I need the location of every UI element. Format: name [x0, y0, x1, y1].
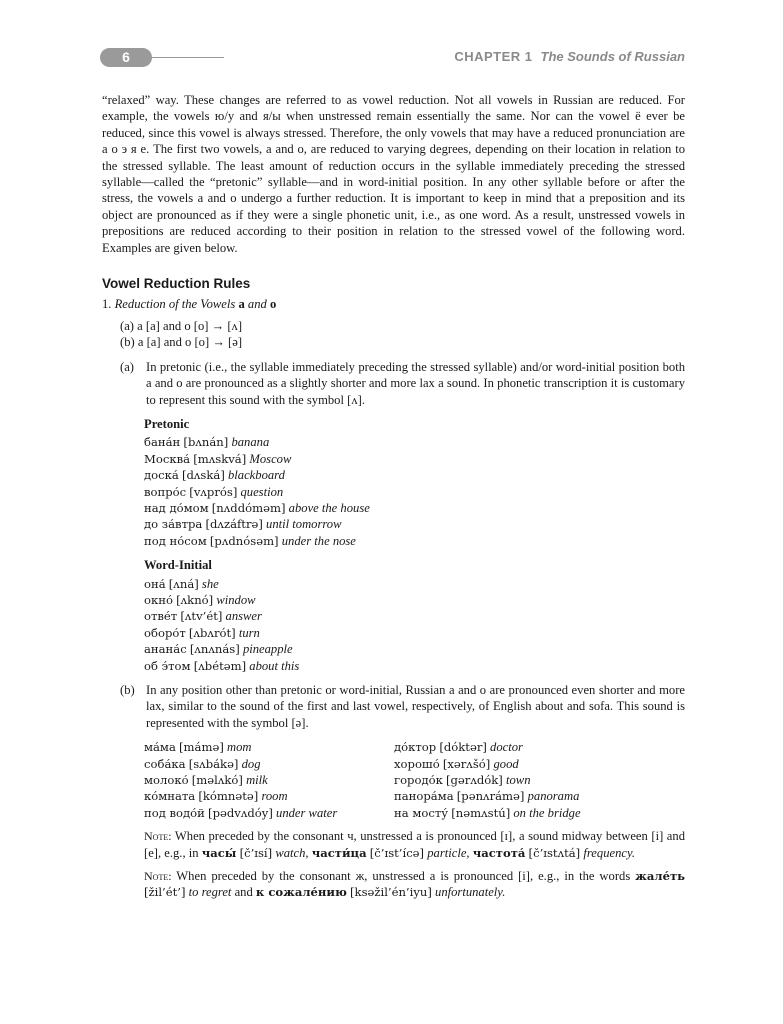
example-row	[144, 434, 685, 450]
example-word: Москва́	[144, 451, 191, 466]
item-title-d: о	[269, 297, 277, 312]
word-initial-examples	[144, 576, 685, 674]
note-text: When preceded by the consonant ж, unstressed а is pronounced [i], e.g., in the words	[176, 869, 631, 884]
example-row	[144, 739, 394, 755]
example-row	[144, 592, 685, 608]
example-word: окно́	[144, 592, 173, 607]
example-transcription: [ʌknó]	[176, 592, 214, 607]
reduced-examples	[144, 739, 685, 821]
running-header	[100, 48, 685, 68]
paragraph-b-label: (b)	[120, 683, 135, 697]
note-transcription: [žil’ét’]	[144, 885, 186, 900]
note-gloss: to regret	[188, 885, 232, 900]
example-gloss: panorama	[527, 789, 580, 804]
example-word: анана́с	[144, 642, 187, 657]
rule-label: (b)	[120, 335, 135, 350]
example-gloss: good	[493, 756, 519, 771]
item-title-b: а	[238, 297, 245, 312]
example-word: под но́сом	[144, 533, 207, 548]
section-title: Vowel Reduction Rules	[102, 276, 251, 292]
example-word: бана́н	[144, 435, 181, 450]
example-word: панора́ма	[394, 789, 454, 804]
example-transcription: [ʌná]	[168, 576, 199, 591]
pretonic-examples	[144, 434, 685, 549]
example-transcription: [mámə]	[179, 740, 224, 755]
example-transcription: [sʌbákə]	[188, 756, 239, 771]
word-initial-heading: Word-Initial	[144, 558, 212, 573]
example-transcription: [xərʌšó]	[442, 756, 491, 771]
example-row	[394, 756, 644, 772]
example-transcription: [məlʌkó]	[191, 773, 243, 788]
example-row	[144, 658, 685, 674]
example-row	[144, 576, 685, 592]
note-zhe	[144, 868, 685, 901]
example-transcription: [pʌdnósəm]	[209, 533, 279, 548]
item-title-c: and	[247, 297, 267, 312]
chapter-label: CHAPTER 1	[454, 49, 533, 64]
example-gloss: mom	[227, 740, 252, 755]
example-row	[394, 739, 644, 755]
example-word: над до́мом	[144, 500, 209, 515]
note-gloss: frequency.	[583, 845, 636, 860]
example-row	[144, 500, 685, 516]
example-transcription: [dʌzáftrə]	[205, 517, 263, 532]
example-gloss: pineapple	[242, 642, 293, 657]
example-word: доска́	[144, 468, 179, 483]
note-word: частота́	[472, 845, 526, 860]
example-gloss: until tomorrow	[266, 517, 342, 532]
example-word: молоко́	[144, 773, 189, 788]
example-gloss: doctor	[490, 740, 523, 755]
example-gloss: room	[261, 789, 288, 804]
example-gloss: answer	[225, 609, 262, 624]
example-transcription: [pənʌrámə]	[456, 789, 525, 804]
example-word: хорошо́	[394, 756, 440, 771]
reduced-examples-right	[394, 739, 644, 821]
rule-a	[120, 318, 685, 334]
example-gloss: window	[216, 592, 256, 607]
example-transcription: [nəmʌstú]	[451, 805, 511, 820]
reduction-rules	[120, 318, 685, 351]
example-transcription: [pədvʌdóy]	[208, 805, 273, 820]
example-row	[144, 467, 685, 483]
rule-text: а [a] and о [o] → [ʌ]	[137, 318, 243, 333]
example-word: на мосту́	[394, 805, 449, 820]
page-content	[102, 92, 685, 901]
note-gloss: watch,	[275, 845, 309, 860]
note-label: Note:	[144, 869, 172, 884]
paragraph-a	[120, 359, 685, 408]
reduced-examples-left	[144, 739, 394, 821]
example-transcription: [ʌnʌnás]	[189, 642, 240, 657]
example-transcription: [ʌbétəm]	[193, 658, 247, 673]
example-word: под водо́й	[144, 805, 205, 820]
note-transcription: [č’ɪst’ícə]	[369, 845, 425, 860]
example-gloss: above the house	[288, 500, 370, 515]
pretonic-heading: Pretonic	[144, 416, 190, 431]
example-gloss: about this	[249, 658, 300, 673]
note-transcription: [č’ɪsí]	[239, 845, 273, 860]
header-rule	[152, 57, 224, 58]
example-word: до́ктор	[394, 740, 437, 755]
rule-label: (a)	[120, 318, 134, 333]
note-word: части́ца	[311, 845, 367, 860]
example-transcription: [dʌská]	[181, 468, 225, 483]
example-row	[394, 805, 644, 821]
example-gloss: under the nose	[281, 533, 356, 548]
page-number-badge: 6	[100, 48, 152, 67]
chapter-title: The Sounds of Russian	[540, 49, 685, 64]
example-transcription: [bʌnán]	[183, 435, 229, 450]
example-word: до за́втра	[144, 517, 203, 532]
example-transcription: [ʌbʌrót]	[188, 625, 236, 640]
note-label: Note:	[144, 829, 172, 844]
example-gloss: Moscow	[249, 451, 292, 466]
example-word: она́	[144, 576, 166, 591]
example-row	[144, 484, 685, 500]
example-gloss: she	[201, 576, 219, 591]
example-gloss: blackboard	[228, 468, 285, 483]
example-gloss: question	[240, 484, 284, 499]
note-word: часы́	[201, 845, 237, 860]
example-row	[144, 533, 685, 549]
note-gloss: particle,	[427, 845, 470, 860]
example-gloss: town	[506, 773, 531, 788]
intro-paragraph: “relaxed” way. These changes are referred to as vowel reduction. Not all vowels in Russian are reduced. For example, the vowels ю/у and я/ы when unstressed remain essentially the same. Nor can the vowel ё ever be reduced, since this vowel is always stressed. Therefore, the only vowels that may have a reduced pronunciation are а о э я е. The first two vowels, а and о, are reduced to varying degrees, depending on their location in relation to the stressed syllable. The least amount of reduction occurs in the syllable immediately preceding the stressed syllable—called the “pretonic” syllable—and in word-initial position. In any other syllable before or after the stress, the vowels а and о undergo a further reduction. It is important to keep in mind that a preposition and its object are pronounced as if they were a single phonetic unit, i.e., as one word. As a result, unstressed vowels in prepositions are reduced according to their position in relation to the stressed vowel of the following word. Examples are given below.	[102, 93, 685, 255]
example-row	[144, 451, 685, 467]
running-head	[454, 49, 685, 64]
example-word: вопро́с	[144, 484, 187, 499]
example-row	[144, 756, 394, 772]
example-row	[144, 805, 394, 821]
example-word: соба́ка	[144, 756, 186, 771]
example-row	[394, 772, 644, 788]
example-transcription: [gərʌdók]	[445, 773, 503, 788]
paragraph-b	[120, 682, 685, 731]
paragraph-a-text: In pretonic (i.e., the syllable immediately preceding the stressed syllable) and/or word-initial position both а and о are pronounced as a slightly shorter and more lax a sound. In phonetic transcription it is customary to represent this sound with the symbol [ʌ].	[146, 359, 685, 407]
example-gloss: banana	[231, 435, 270, 450]
example-gloss: under water	[276, 805, 338, 820]
example-gloss: turn	[238, 625, 260, 640]
example-transcription: [mʌskvá]	[193, 451, 247, 466]
item-title-a: Reduction of the Vowels	[114, 297, 236, 312]
paragraph-a-label: (a)	[120, 359, 134, 374]
example-word: городо́к	[394, 773, 443, 788]
example-transcription: [ʌtv’ét]	[180, 609, 223, 624]
example-transcription: [kómnətə]	[198, 789, 259, 804]
note-che	[144, 828, 685, 861]
item-heading	[102, 296, 685, 312]
example-row	[144, 772, 394, 788]
note-text: and	[234, 885, 253, 900]
note-gloss: unfortunately.	[435, 885, 506, 900]
example-word: отве́т	[144, 609, 178, 624]
note-word: к сожале́нию	[255, 885, 347, 900]
example-word: оборо́т	[144, 625, 186, 640]
rule-text: а [a] and о [o] → [ə]	[137, 335, 243, 350]
example-row	[144, 625, 685, 641]
example-row	[144, 788, 394, 804]
example-row	[394, 788, 644, 804]
example-row	[144, 516, 685, 532]
note-transcription: [č’ɪstʌtá]	[528, 845, 581, 860]
example-word: ко́мната	[144, 789, 196, 804]
example-transcription: [nʌddóməm]	[211, 500, 286, 515]
example-transcription: [dóktər]	[439, 740, 487, 755]
example-gloss: milk	[246, 773, 268, 788]
rule-b	[120, 334, 685, 350]
note-text: When preceded by the consonant ч, unstressed а is pronounced [ɪ], a sound midway between [i] and [e], e.g., in	[144, 829, 685, 860]
paragraph-b-text: In any position other than pretonic or word-initial, Russian а and о are pronounced even shorter and more lax, similar to the sound of the first and last vowel, respectively, of English about and sofa. This sound is represented with the symbol [ə].	[146, 683, 685, 730]
item-number: 1.	[102, 297, 112, 312]
example-word: об э́том	[144, 658, 191, 673]
example-word: ма́ма	[144, 740, 176, 755]
example-transcription: [vʌprós]	[189, 484, 238, 499]
example-row	[144, 641, 685, 657]
example-gloss: dog	[241, 756, 261, 771]
note-word: жале́ть	[635, 869, 685, 884]
example-row	[144, 608, 685, 624]
note-transcription: [ksəžil’én’iyu]	[350, 885, 432, 900]
example-gloss: on the bridge	[513, 805, 581, 820]
